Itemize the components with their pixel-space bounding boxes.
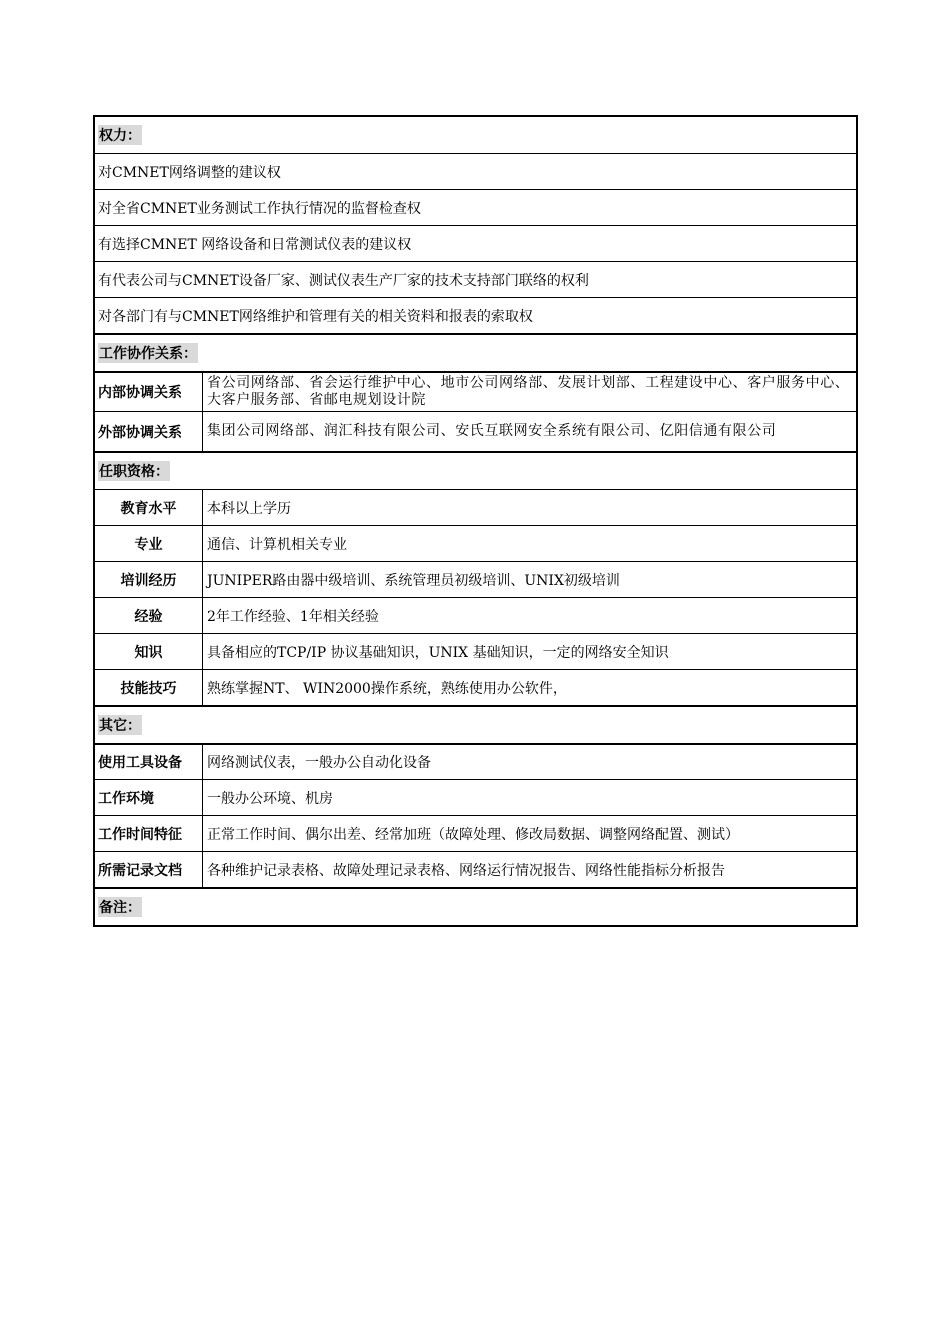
section-heading-notes: 备注： (95, 889, 142, 925)
other-label: 所需记录文档 (95, 852, 203, 887)
qualification-label: 经验 (95, 598, 203, 633)
power-row (95, 189, 856, 225)
relation-label-internal: 内部协调关系 (95, 373, 203, 411)
other-label: 使用工具设备 (95, 745, 203, 779)
relation-value-external: 集团公司网络部、润汇科技有限公司、安氏互联网安全系统有限公司、亿阳信通有限公司 (207, 423, 777, 439)
other-label: 工作时间特征 (95, 816, 203, 851)
qualification-label: 教育水平 (95, 490, 203, 525)
other-row (95, 851, 856, 887)
qualification-row (95, 597, 856, 633)
qualification-label: 知识 (95, 634, 203, 669)
qualification-row (95, 489, 856, 525)
section-heading-relations: 工作协作关系： (95, 335, 198, 371)
other-value: 网络测试仪表，一般办公自动化设备 (207, 755, 431, 771)
qualification-label: 技能技巧 (95, 670, 203, 705)
other-row (95, 779, 856, 815)
power-item: 对CMNET网络调整的建议权 (98, 164, 281, 181)
qualification-value: 通信、计算机相关专业 (207, 536, 347, 553)
qualification-row (95, 669, 856, 705)
relation-row-internal (95, 371, 856, 411)
qualification-row (95, 633, 856, 669)
power-item: 对各部门有与CMNET网络维护和管理有关的相关资料和报表的索取权 (98, 308, 533, 325)
qualification-value: 熟练掌握NT、 WIN2000操作系统，熟练使用办公软件， (207, 680, 567, 697)
power-row (95, 297, 856, 333)
power-item: 有代表公司与CMNET设备厂家、测试仪表生产厂家的技术支持部门联络的权利 (98, 272, 589, 289)
job-description-table (93, 115, 858, 927)
qualification-value: 2年工作经验、1年相关经验 (207, 608, 379, 625)
relation-label-external: 外部协调关系 (95, 412, 203, 451)
other-value: 一般办公环境、机房 (207, 790, 333, 807)
section-heading-qualifications: 任职资格： (95, 453, 170, 489)
section-row-other (95, 705, 856, 743)
power-item: 有选择CMNET 网络设备和日常测试仪表的建议权 (98, 236, 412, 253)
power-row (95, 261, 856, 297)
qualification-label: 专业 (95, 526, 203, 561)
qualification-value: JUNIPER路由器中级培训、系统管理员初级培训、UNIX初级培训 (207, 572, 620, 589)
other-label: 工作环境 (95, 780, 203, 815)
other-row (95, 743, 856, 779)
qualification-value: 具备相应的TCP/IP 协议基础知识，UNIX 基础知识，一定的网络安全知识 (207, 644, 669, 661)
qualification-row (95, 525, 856, 561)
power-row (95, 153, 856, 189)
section-row-powers (95, 117, 856, 153)
section-row-qualifications (95, 451, 856, 489)
power-row (95, 225, 856, 261)
section-row-relations (95, 333, 856, 371)
qualification-label: 培训经历 (95, 562, 203, 597)
relation-value-internal: 省公司网络部、省会运行维护中心、地市公司网络部、发展计划部、工程建设中心、客户服务中心、大客户服务部、省邮电规划设计院 (207, 375, 850, 408)
other-row (95, 815, 856, 851)
other-value: 各种维护记录表格、故障处理记录表格、网络运行情况报告、网络性能指标分析报告 (207, 862, 725, 879)
section-heading-powers: 权力： (95, 117, 142, 153)
other-value: 正常工作时间、偶尔出差、经常加班（故障处理、修改局数据、调整网络配置、测试） (207, 826, 739, 843)
qualification-row (95, 561, 856, 597)
section-row-notes (95, 887, 856, 925)
section-heading-other: 其它： (95, 707, 142, 743)
power-item: 对全省CMNET业务测试工作执行情况的监督检查权 (98, 200, 421, 217)
relation-row-external (95, 411, 856, 451)
qualification-value: 本科以上学历 (207, 500, 291, 517)
